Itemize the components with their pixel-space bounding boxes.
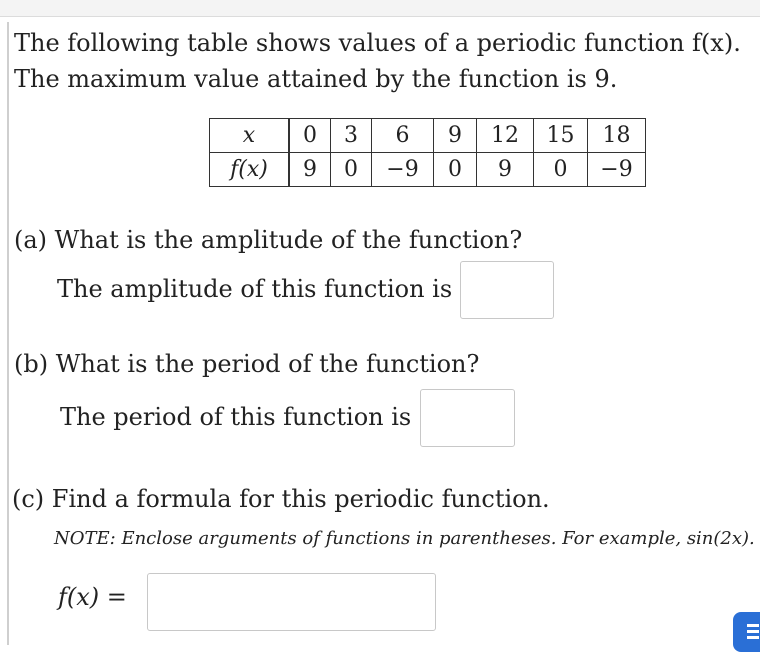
period-answer-input[interactable] xyxy=(420,389,515,447)
fx-value: 0 xyxy=(534,153,588,187)
x-value: 6 xyxy=(372,119,434,153)
question-b: (b) What is the period of the function? xyxy=(14,350,480,378)
formula-label: f(x) = xyxy=(58,583,127,611)
x-row xyxy=(210,119,646,153)
browser-top-bar xyxy=(0,0,760,17)
x-value: 9 xyxy=(434,119,477,153)
period-prompt: The period of this function is xyxy=(60,403,412,431)
fx-value: −9 xyxy=(372,153,434,187)
x-value: 18 xyxy=(588,119,646,153)
intro-line-2: The maximum value attained by the function is 9. xyxy=(14,65,618,93)
x-value: 15 xyxy=(534,119,588,153)
formula-note: NOTE: Enclose arguments of functions in parentheses. For example, sin(2x). xyxy=(54,528,755,549)
intro-line-1: The following table shows values of a periodic function f(x). xyxy=(14,29,741,57)
values-table xyxy=(209,118,646,187)
menu-icon[interactable] xyxy=(733,612,760,652)
x-value: 3 xyxy=(331,119,372,153)
fx-header: f(x) xyxy=(210,153,290,187)
amplitude-answer-input[interactable] xyxy=(460,261,554,319)
fx-value: −9 xyxy=(588,153,646,187)
formula-answer-input[interactable] xyxy=(147,573,436,631)
amplitude-prompt: The amplitude of this function is xyxy=(57,275,453,303)
fx-row xyxy=(210,153,646,187)
fx-value: 9 xyxy=(477,153,534,187)
fx-value: 0 xyxy=(434,153,477,187)
content-left-border xyxy=(7,22,9,645)
x-header: x xyxy=(210,119,290,153)
question-c: (c) Find a formula for this periodic function. xyxy=(12,485,550,513)
x-value: 0 xyxy=(289,119,331,153)
fx-value: 9 xyxy=(289,153,331,187)
problem-statement xyxy=(14,25,741,97)
question-a: (a) What is the amplitude of the function? xyxy=(14,226,523,254)
x-value: 12 xyxy=(477,119,534,153)
fx-value: 0 xyxy=(331,153,372,187)
